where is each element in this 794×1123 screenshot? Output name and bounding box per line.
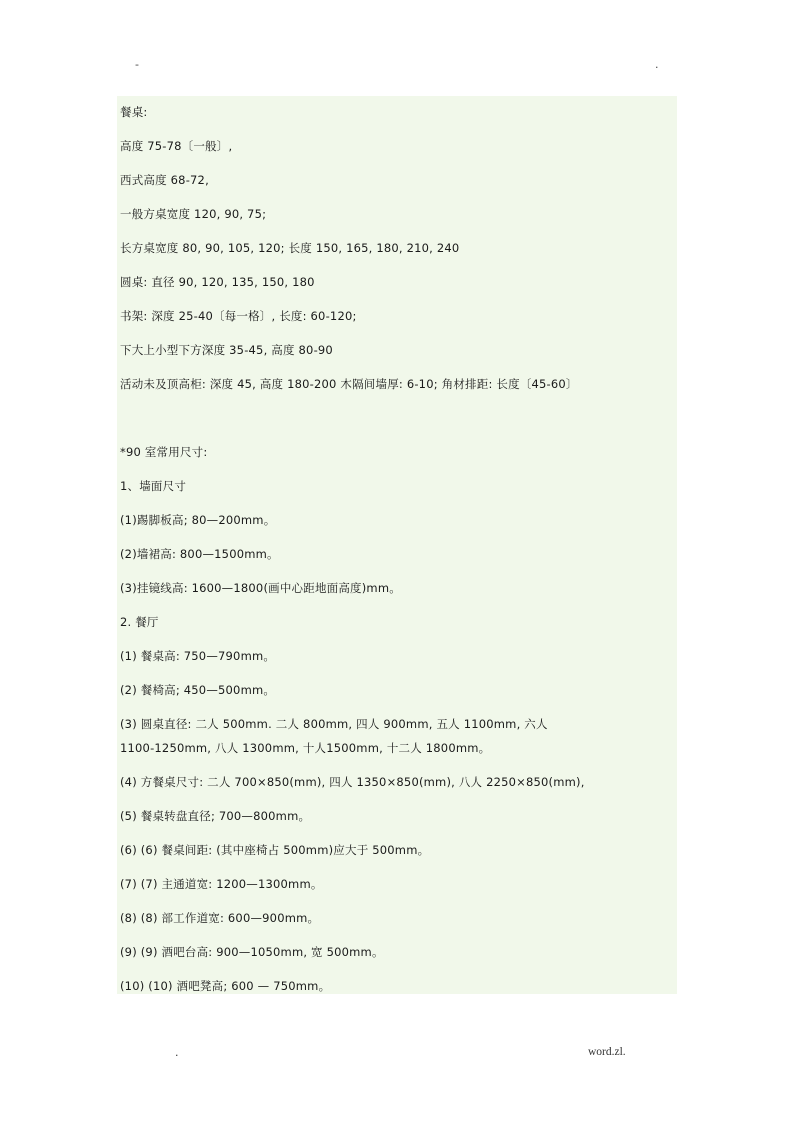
text-line: 书架: 深度 25-40〔每一格〕, 长度: 60-120;	[120, 309, 357, 323]
text-line: 一般方桌宽度 120, 90, 75;	[120, 207, 267, 221]
text-line: (2)墙裙高: 800—1500mm。	[120, 547, 279, 561]
text-line: 圆桌: 直径 90, 120, 135, 150, 180	[120, 275, 315, 289]
section-heading: 2. 餐厅	[120, 615, 159, 629]
text-line: (6) (6) 餐桌间距: (其中座椅占 500mm)应大于 500mm。	[120, 843, 430, 857]
text-line: (1)踢脚板高; 80—200mm。	[120, 513, 276, 527]
text-line: (10) (10) 酒吧凳高; 600 — 750mm。	[120, 979, 331, 993]
section-heading: 1、墙面尺寸	[120, 479, 187, 493]
text-line: (5) 餐桌转盘直径; 700—800mm。	[120, 809, 311, 823]
text-line: 下大上小型下方深度 35-45, 高度 80-90	[120, 343, 333, 357]
text-line: 高度 75-78〔一般〕,	[120, 139, 233, 153]
text-line: (4) 方餐桌尺寸: 二人 700×850(mm), 四人 1350×850(mm), 八人 2250×850(mm),	[120, 775, 585, 789]
text-line: 西式高度 68-72,	[120, 173, 209, 187]
footer-left-mark: .	[175, 1046, 179, 1059]
text-line: 长方桌宽度 80, 90, 105, 120; 长度 150, 165, 180, 210, 240	[120, 241, 460, 255]
text-line: (3)挂镜线高: 1600—1800(画中心距地面高度)mm。	[120, 581, 401, 595]
text-line: (3) 圆桌直径: 二人 500mm. 二人 800mm, 四人 900mm, 五人 1100mm, 六人	[120, 717, 548, 731]
text-line: 1100-1250mm, 八人 1300mm, 十人1500mm, 十二人 1800mm。	[120, 741, 491, 755]
text-line: (8) (8) 部工作道宽: 600—900mm。	[120, 911, 320, 925]
text-line: (1) 餐桌高: 750—790mm。	[120, 649, 276, 663]
text-line: 餐桌:	[120, 105, 148, 119]
text-line: (2) 餐椅高; 450—500mm。	[120, 683, 276, 697]
header-right-mark: .	[655, 58, 659, 71]
text-line: 活动未及顶高柜: 深度 45, 高度 180-200 木隔间墙厚: 6-10; 角材排距: 长度〔45-60〕	[120, 377, 578, 391]
section-heading: *90 室常用尺寸:	[120, 445, 208, 459]
footer-source-label: word.zl.	[588, 1046, 626, 1058]
header-left-mark: -	[135, 58, 139, 71]
text-line: (9) (9) 酒吧台高: 900—1050mm, 宽 500mm。	[120, 945, 384, 959]
document-body	[117, 96, 677, 994]
text-line: (7) (7) 主通道宽: 1200—1300mm。	[120, 877, 323, 891]
